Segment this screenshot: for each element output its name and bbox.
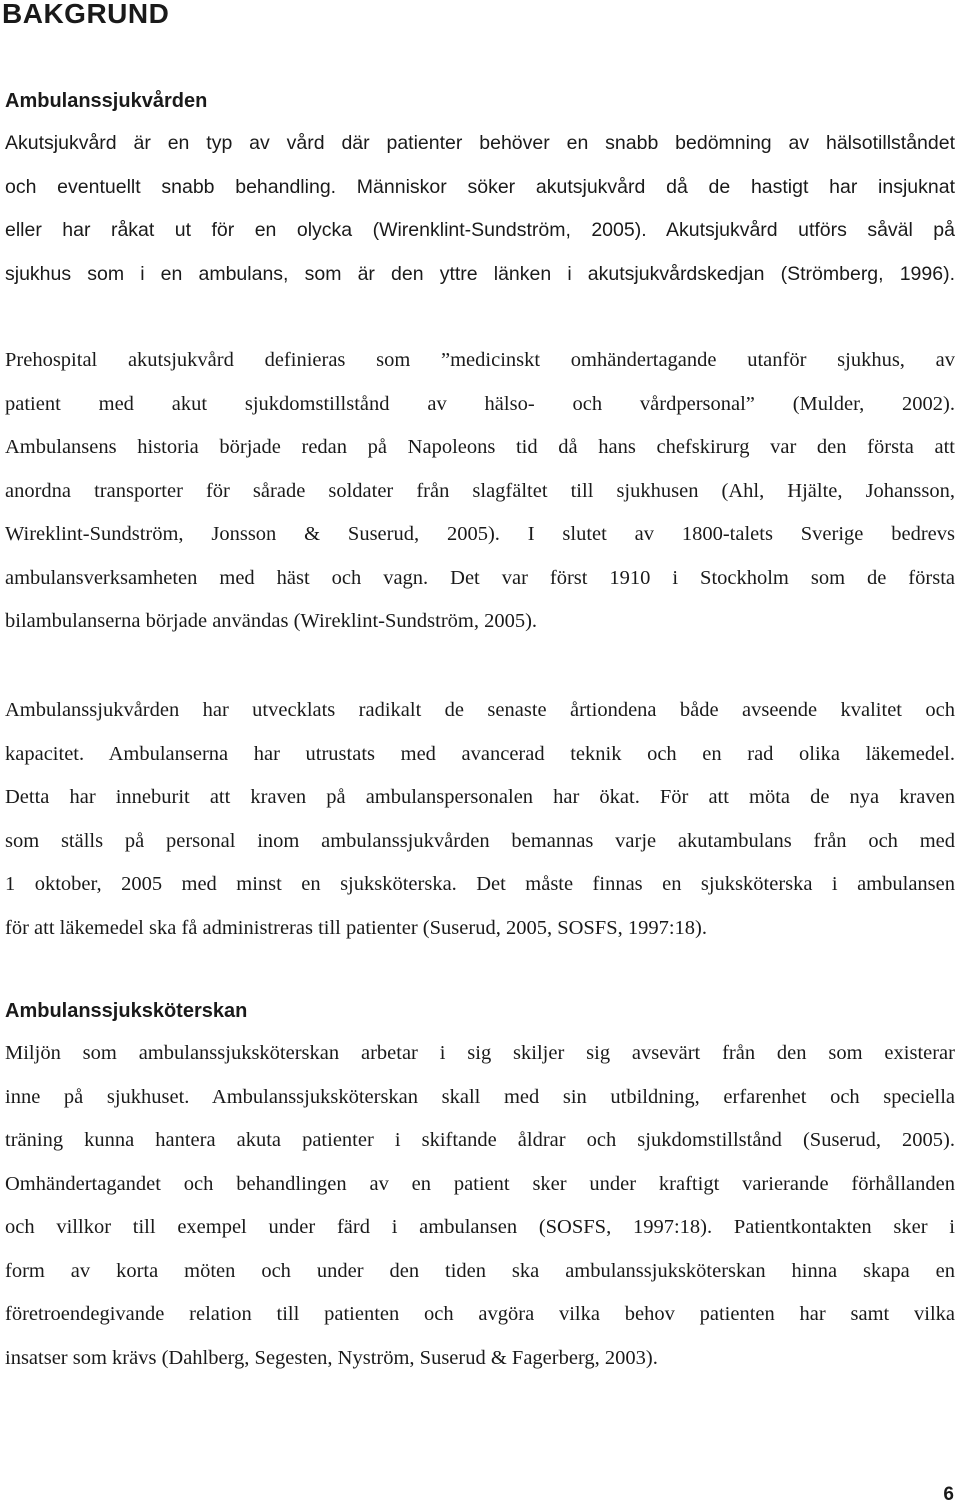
page-number: 6 [943, 1484, 954, 1505]
paragraph-line: som ställs på personal inom ambulanssjukvården bemannas varje akutambulans från och med [5, 829, 955, 852]
paragraph-line: insatser som krävs (Dahlberg, Segesten, Nyström, Suserud & Fagerberg, 2003). [5, 1346, 658, 1369]
paragraph-line: Wireklint-Sundström, Jonsson & Suserud, 2005). I slutet av 1800-talets Sverige bedrevs [5, 523, 955, 545]
paragraph-line: Ambulansens historia började redan på Napoleons tid då hans chefskirurg var den första att [5, 436, 955, 458]
paragraph-line: företroendegivande relation till patienten och avgöra vilka behov patienten har samt vilka [5, 1303, 955, 1325]
paragraph-line: anordna transporter för sårade soldater från slagfältet till sjukhusen (Ahl, Hjälte, Johansson, [5, 479, 955, 502]
paragraph-1 [5, 122, 955, 296]
paragraph-line: Miljön som ambulanssjuksköterskan arbetar i sig skiljer sig avsevärt från den som existerar [5, 1042, 955, 1064]
paragraph-line: eller har råkat ut för en olycka (Wirenklint-Sundström, 2005). Akutsjukvård utförs såväl på [5, 219, 955, 241]
paragraph-line: patient med akut sjukdomstillstånd av hälso- och vårdpersonal” (Mulder, 2002). [5, 392, 955, 415]
paragraph-line: Prehospital akutsjukvård definieras som ”medicinskt omhändertagande utanför sjukhus, av [5, 349, 955, 371]
paragraph-line: Ambulanssjukvården har utvecklats radikalt de senaste årtiondena både avseende kvalitet och [5, 699, 955, 721]
paragraph-4 [5, 1032, 955, 1380]
paragraph-line: 1 oktober, 2005 med minst en sjuksköterska. Det måste finnas en sjuksköterska i ambulansen [5, 873, 955, 895]
paragraph-line: bilambulanserna började användas (Wireklint-Sundström, 2005). [5, 610, 538, 632]
paragraph-2 [5, 339, 955, 644]
paragraph-line: Omhändertagandet och behandlingen av en patient sker under kraftigt varierande förhållanden [5, 1172, 955, 1195]
paragraph-3 [5, 689, 955, 950]
paragraph-line: inne på sjukhuset. Ambulanssjuksköterskan skall med sin utbildning, erfarenhet och speciella [5, 1085, 955, 1108]
paragraph-line: träning kunna hantera akuta patienter i skiftande åldrar och sjukdomstillstånd (Suserud, 2005). [5, 1129, 955, 1151]
paragraph-line: ambulansverksamheten med häst och vagn. Det var först 1910 i Stockholm som de första [5, 566, 955, 589]
paragraph-line: kapacitet. Ambulanserna har utrustats med avancerad teknik och en rad olika läkemedel. [5, 742, 955, 765]
paragraph-line: och eventuellt snabb behandling. Människor söker akutsjukvård då de hastigt har insjuknat [5, 175, 955, 198]
section-title-ambulanssjukskoterskan: Ambulanssjuksköterskan [5, 1000, 248, 1022]
paragraph-line: sjukhus som i en ambulans, som är den yttre länken i akutsjukvårdskedjan (Strömberg, 1996). [5, 262, 955, 285]
paragraph-line: och villkor till exempel under färd i ambulansen (SOSFS, 1997:18). Patientkontakten sker i [5, 1216, 955, 1238]
paragraph-line: för att läkemedel ska få administreras till patienter (Suserud, 2005, SOSFS, 1997:18). [5, 916, 707, 939]
paragraph-line: Akutsjukvård är en typ av vård där patienter behöver en snabb bedömning av hälsotillståndet [5, 132, 955, 154]
page-heading: BAKGRUND [2, 0, 170, 29]
paragraph-line: form av korta möten och under den tiden ska ambulanssjuksköterskan hinna skapa en [5, 1259, 955, 1282]
section-title-ambulanssjukvarden: Ambulanssjukvården [5, 90, 208, 112]
paragraph-line: Detta har inneburit att kraven på ambulanspersonalen har ökat. För att möta de nya kraven [5, 786, 955, 808]
